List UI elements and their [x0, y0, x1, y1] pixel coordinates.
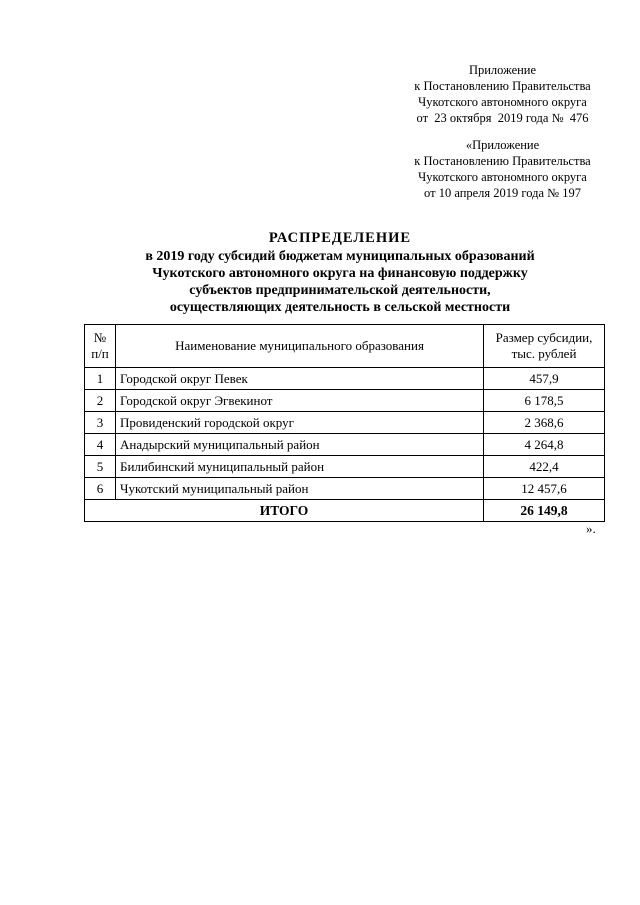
appendix-header-current	[395, 62, 610, 126]
row-num: 2	[85, 390, 116, 412]
title-main: РАСПРЕДЕЛЕНИЕ	[268, 230, 412, 246]
row-value: 457,9	[484, 368, 605, 390]
row-value: 422,4	[484, 456, 605, 478]
title-line: Чукотского автономного округа на финансовую поддержку	[152, 266, 528, 281]
closing-quote-mark: ».	[586, 521, 596, 536]
appendix-line: Приложение	[468, 63, 537, 77]
row-name: Анадырский муниципальный район	[116, 434, 484, 456]
table-row	[85, 456, 605, 478]
row-value: 12 457,6	[484, 478, 605, 500]
distribution-table	[84, 324, 605, 522]
appendix-header-original	[395, 137, 610, 201]
header-value-line2: тыс. рублей	[511, 346, 577, 361]
header-name: Наименование муниципального образования	[116, 325, 484, 368]
table-header-row	[85, 325, 605, 368]
title-line: в 2019 году субсидий бюджетам муниципальных образований	[145, 249, 535, 264]
row-name: Билибинский муниципальный район	[116, 456, 484, 478]
row-name: Провиденский городской округ	[116, 412, 484, 434]
table-row	[85, 390, 605, 412]
appendix-line: от 23 октября 2019 года № 476	[416, 111, 589, 125]
header-num-line1: №	[93, 330, 107, 345]
table-row	[85, 412, 605, 434]
row-value: 6 178,5	[484, 390, 605, 412]
appendix-line: от 10 апреля 2019 года № 197	[424, 186, 581, 200]
document-title	[80, 230, 600, 316]
header-value	[484, 325, 605, 368]
table-row	[85, 434, 605, 456]
header-value-line1: Размер субсидии,	[495, 330, 593, 345]
title-line: субъектов предпринимательской деятельности,	[189, 283, 491, 298]
row-value: 2 368,6	[484, 412, 605, 434]
title-line: осуществляющих деятельность в сельской местности	[169, 300, 511, 315]
appendix-line: Чукотского автономного округа	[418, 170, 587, 184]
header-num	[85, 325, 116, 368]
appendix-line: «Приложение	[465, 138, 540, 152]
table-row	[85, 368, 605, 390]
row-num: 3	[85, 412, 116, 434]
row-num: 5	[85, 456, 116, 478]
total-label: ИТОГО	[85, 500, 484, 522]
row-name: Городской округ Эгвекинот	[116, 390, 484, 412]
total-value: 26 149,8	[484, 500, 605, 522]
appendix-line: к Постановлению Правительства	[414, 154, 591, 168]
row-num: 6	[85, 478, 116, 500]
table-row	[85, 478, 605, 500]
appendix-line: Чукотского автономного округа	[418, 95, 587, 109]
row-num: 1	[85, 368, 116, 390]
row-name: Чукотский муниципальный район	[116, 478, 484, 500]
row-value: 4 264,8	[484, 434, 605, 456]
header-num-line2: п/п	[91, 346, 109, 361]
appendix-line: к Постановлению Правительства	[414, 79, 591, 93]
row-num: 4	[85, 434, 116, 456]
table-total-row	[85, 500, 605, 522]
row-name: Городской округ Певек	[116, 368, 484, 390]
